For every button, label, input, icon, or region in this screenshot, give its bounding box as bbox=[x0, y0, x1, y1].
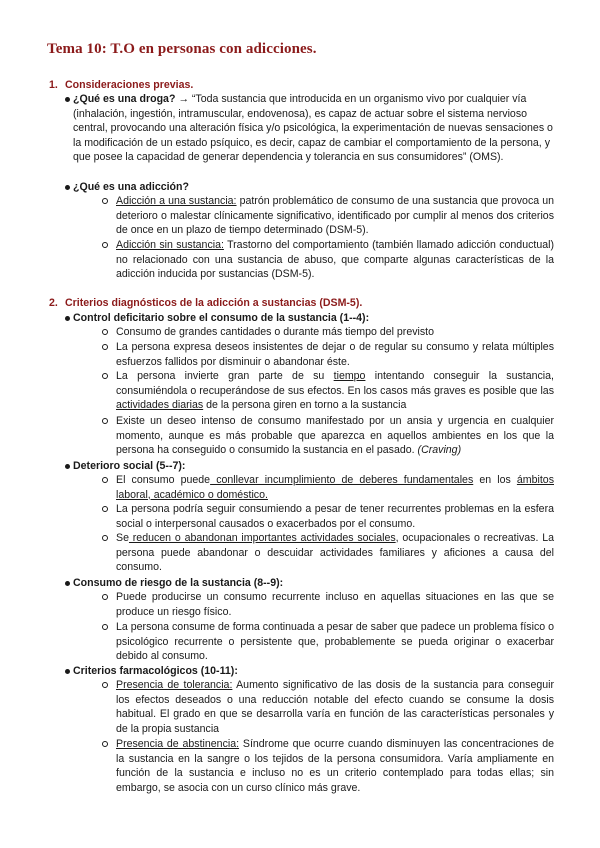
circle-bullet-icon bbox=[102, 198, 108, 204]
item-text: Se bbox=[116, 532, 129, 544]
bullet-heading: Consumo de riesgo de la sustancia (8--9): bbox=[73, 577, 284, 589]
item-text: Existe un deseo intenso de consumo manifestado por un ansia y urgencia en cualquier momento, aunque es más probable que aparezca en aquellos ambientes en los que la persona ha conseguido o consumido la sustancia en el pasado. bbox=[116, 415, 554, 456]
item-underlined: conllevar incumplimiento de deberes fundamentales bbox=[210, 474, 474, 486]
bullet-heading: Control deficitario sobre el consumo de la sustancia (1--4): bbox=[73, 312, 370, 324]
bullet-dot-icon bbox=[65, 316, 70, 321]
circle-bullet-icon bbox=[102, 344, 108, 350]
item-text: El consumo puede bbox=[116, 474, 211, 486]
definition: Aumento significativo de las dosis de la sustancia para conseguir los efectos deseados o una reducción notable del efecto cuando se consume la dosis habitual. El grado en que se desarrolla varía en función de las características personales y de la propia sustancia bbox=[116, 679, 555, 735]
sub-item-adiccion-sin-sustancia bbox=[116, 238, 554, 282]
item-text: intentando conseguir la sustancia, consumiéndola o recuperándose de sus efectos. En los casos más graves es posible que las bbox=[116, 370, 554, 397]
item-text: de la persona giren en torno a la sustancia bbox=[203, 399, 407, 411]
bullet-heading: Deterioro social (5--7): bbox=[73, 460, 186, 472]
circle-bullet-icon bbox=[102, 329, 108, 335]
item-underlined: tiempo bbox=[333, 370, 366, 382]
circle-bullet-icon bbox=[102, 242, 108, 248]
item-underlined: ámbitos laboral, académico o doméstico. bbox=[116, 474, 554, 501]
sub-item bbox=[116, 325, 554, 340]
item-text: , ocupacionales o recreativas. La persona puede abandonar o descuidar actividades familiares y aficiones a causa del consumo. bbox=[116, 532, 554, 573]
section-number: 2. bbox=[49, 297, 58, 309]
item-italic: (Craving) bbox=[417, 444, 462, 456]
bullet-control bbox=[73, 311, 553, 326]
section-1-heading bbox=[49, 79, 193, 91]
bullet-heading: ¿Qué es una droga? bbox=[73, 93, 176, 105]
term: Adicción sin sustancia: bbox=[116, 239, 224, 251]
circle-bullet-icon bbox=[102, 594, 108, 600]
sub-item bbox=[116, 369, 554, 413]
sub-item bbox=[116, 590, 554, 619]
circle-bullet-icon bbox=[102, 418, 108, 424]
circle-bullet-icon bbox=[102, 682, 108, 688]
sub-item bbox=[116, 531, 554, 575]
circle-bullet-icon bbox=[102, 624, 108, 630]
bullet-dot-icon bbox=[65, 97, 70, 102]
item-text: Consumo de grandes cantidades o durante más tiempo del previsto bbox=[116, 326, 434, 338]
section-title: Criterios diagnósticos de la adicción a sustancias (DSM-5). bbox=[65, 297, 363, 309]
definition: Trastorno del comportamiento (también llamado adicción conductual) no relacionado con una sustancia de abuso, que comparte algunas características de la adicción inducida por sustancias (DSM-5). bbox=[116, 239, 554, 280]
term: Adicción a una sustancia: bbox=[116, 195, 237, 207]
term: Presencia de tolerancia: bbox=[116, 679, 233, 691]
item-underlined: actividades diarias bbox=[116, 399, 204, 411]
definition: patrón problemático de consumo de una sustancia que provoca un deterioro o malestar clínicamente significativo, identificado por cumplir al menos dos criterios de once en un plazo de tiempo determinado (DSM-5). bbox=[116, 195, 554, 236]
sub-item bbox=[116, 502, 554, 531]
item-text: La persona podría seguir consumiendo a pesar de tener recurrentes problemas en la esfera social o interpersonal causados o exacerbados por el consumo. bbox=[116, 503, 554, 530]
bullet-adiccion bbox=[73, 180, 553, 195]
page-title: Tema 10: T.O en personas con adicciones. bbox=[47, 41, 317, 57]
item-text: La persona invierte gran parte de su bbox=[116, 370, 334, 382]
bullet-droga bbox=[73, 92, 553, 165]
item-text: La persona expresa deseos insistentes de dejar o de regular su consumo y relata múltiples esfuerzos fallidos por disminuir o abandonar éste. bbox=[116, 341, 554, 368]
bullet-social bbox=[73, 459, 553, 474]
sub-item-tolerancia bbox=[116, 678, 554, 736]
bullet-dot-icon bbox=[65, 464, 70, 469]
bullet-farmacologicos bbox=[73, 664, 553, 679]
bullet-dot-icon bbox=[65, 581, 70, 586]
bullet-heading: Criterios farmacológicos (10-11): bbox=[73, 665, 238, 677]
bullet-dot-icon bbox=[65, 669, 70, 674]
sub-item-adiccion-sustancia bbox=[116, 194, 554, 238]
bullet-heading: ¿Qué es una adicción? bbox=[73, 181, 189, 193]
circle-bullet-icon bbox=[102, 506, 108, 512]
sub-item-abstinencia bbox=[116, 737, 554, 795]
bullet-riesgo bbox=[73, 576, 553, 591]
circle-bullet-icon bbox=[102, 535, 108, 541]
circle-bullet-icon bbox=[102, 741, 108, 747]
circle-bullet-icon bbox=[102, 373, 108, 379]
item-text: La persona consume de forma continuada a pesar de saber que padece un problema físico o psicológico recurrente o persistente que, probablemente se pueda originar o exacerbar debido al consumo. bbox=[116, 621, 554, 662]
bullet-text: → “Toda sustancia que introducida en un organismo vivo por cualquier vía (inhalación, ingestión, intramuscular, endovenosa), es capaz de actuar sobre el sistema nervioso central, provocando una alteración física y/o psicológica, la experimentación de nuevas sensaciones o la modificación de un estado psíquico, es decir, capaz de cambiar el comportamiento de la persona, y que posee la capacidad de generar dependencia y tolerancia en sus consumidores” (OMS). bbox=[73, 93, 553, 163]
circle-bullet-icon bbox=[102, 477, 108, 483]
section-2-heading bbox=[49, 297, 362, 309]
section-title: Consideraciones previas. bbox=[65, 79, 194, 91]
term: Presencia de abstinencia: bbox=[116, 738, 240, 750]
sub-item bbox=[116, 620, 554, 664]
bullet-dot-icon bbox=[65, 185, 70, 190]
section-number: 1. bbox=[49, 79, 58, 91]
item-text: Puede producirse un consumo recurrente incluso en aquellas situaciones en las que se produce un riesgo físico. bbox=[116, 591, 554, 618]
item-text: en los bbox=[473, 474, 517, 486]
sub-item bbox=[116, 340, 554, 369]
sub-item bbox=[116, 473, 554, 502]
item-underlined: reducen o abandonan importantes actividades sociales bbox=[128, 532, 396, 544]
definition: Síndrome que ocurre cuando disminuyen las concentraciones de la sustancia en la sangre o los tejidos de la persona consumidora. Varía ampliamente en función de la sustancia e incluso no es un criterio contemplado para todas ellas; sin embargo, se asocia con un curso clínico más grave. bbox=[116, 738, 554, 794]
sub-item bbox=[116, 414, 554, 458]
